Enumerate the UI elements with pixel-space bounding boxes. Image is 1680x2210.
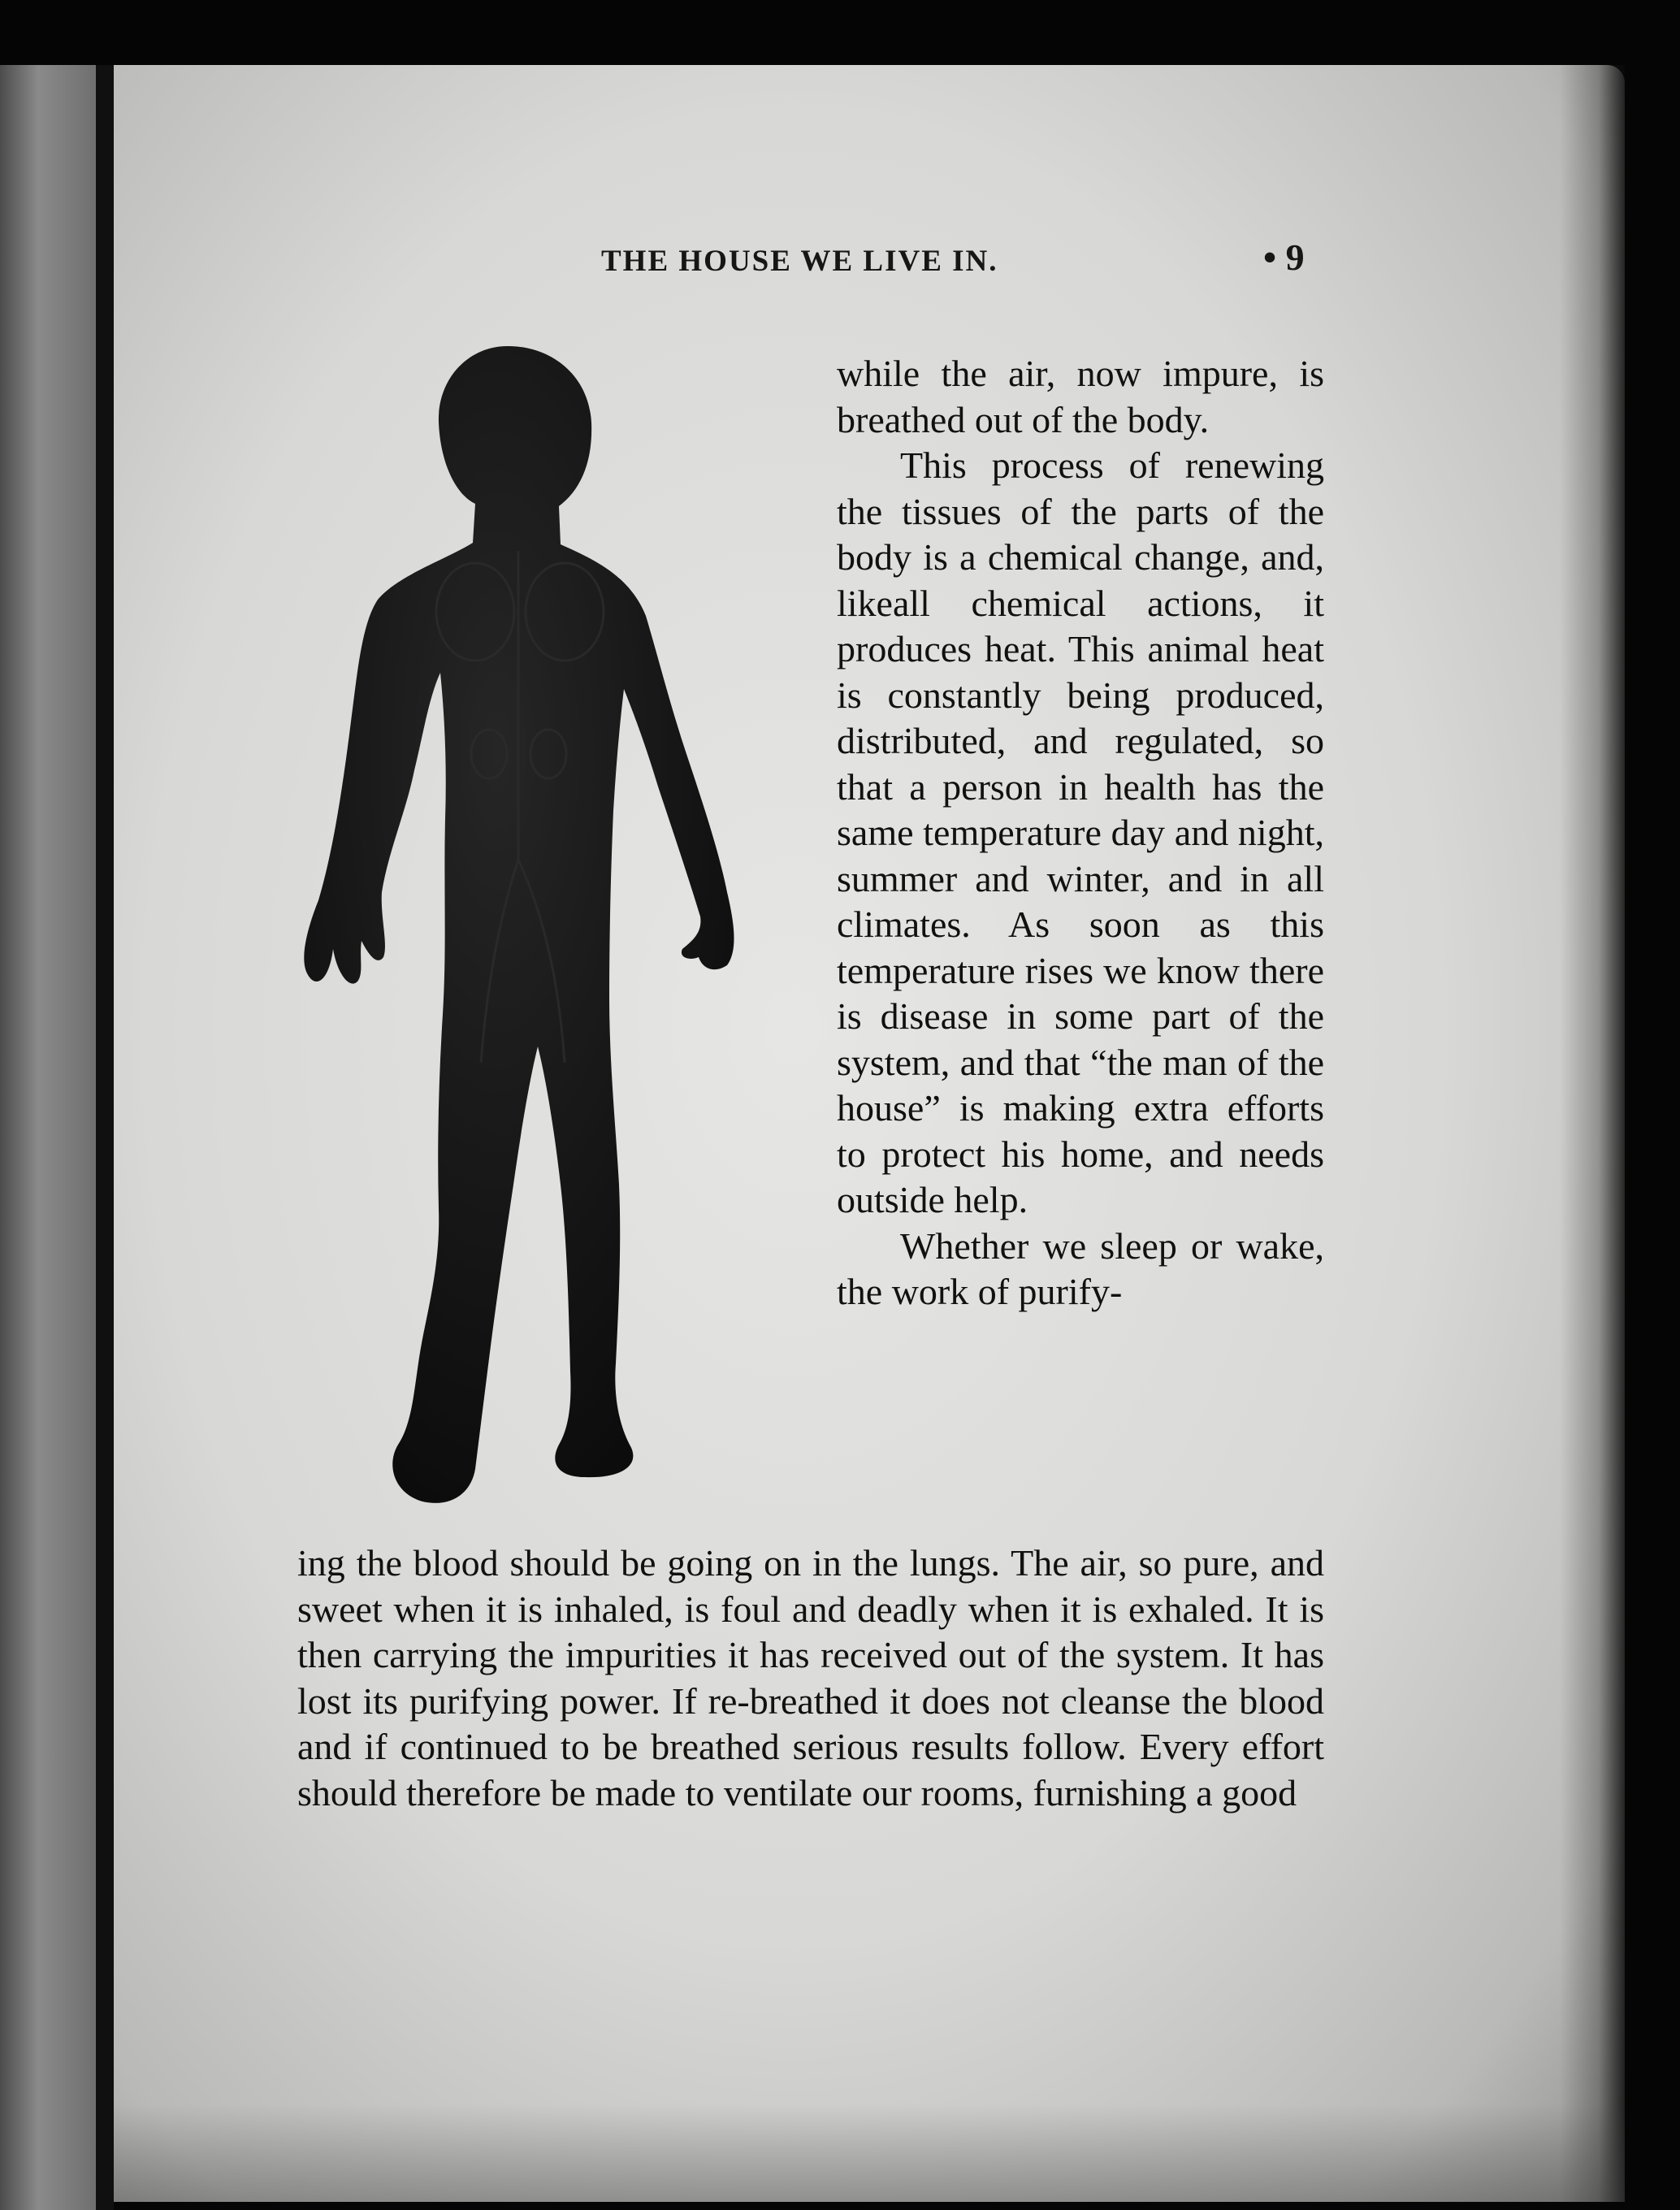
paragraph-3-start: Whether we sleep or wake, the work of purify- (837, 1224, 1324, 1312)
page-bottom-shadow (114, 2104, 1625, 2202)
paragraph-2: This process of renewing the tissues of the parts of the body is a chemical change, and, likeall chemical actions, it produces heat. This animal heat is constantly being produced, distributed, and regulated, so that a person in health has the same temperature day and night, summer and winter, and in all climates. As soon as this temperature rises we know there is disease in some part of the system, and that “the man of the house” is making extra efforts to protect his home, and needs outside help. (837, 444, 1324, 1220)
paragraph-1: while the air, now impure, is breathed out of the body. (837, 353, 1324, 440)
running-title: THE HOUSE WE LIVE IN. (601, 245, 998, 278)
human-circulatory-silhouette-icon (301, 332, 829, 1534)
page-edge-shadow (1560, 65, 1625, 2202)
page-number: • 9 (1263, 236, 1305, 278)
facing-page-edge (0, 65, 96, 2210)
full-width-text (297, 1540, 1324, 1816)
paragraph-3-continuation: ing the blood should be going on in the lungs. The air, so pure, and sweet when it is inhaled, is foul and deadly when it is exhaled. It is then carrying the impurities it has received out of the system. It has lost its purifying power. If re-breathed it does not cleanse the blood and if continued to be breathed serious results follow. Every effort should therefore be made to ventilate our rooms, furnishing a good (297, 1542, 1324, 1814)
text-column (837, 351, 1324, 1315)
book-gutter (96, 65, 114, 2210)
